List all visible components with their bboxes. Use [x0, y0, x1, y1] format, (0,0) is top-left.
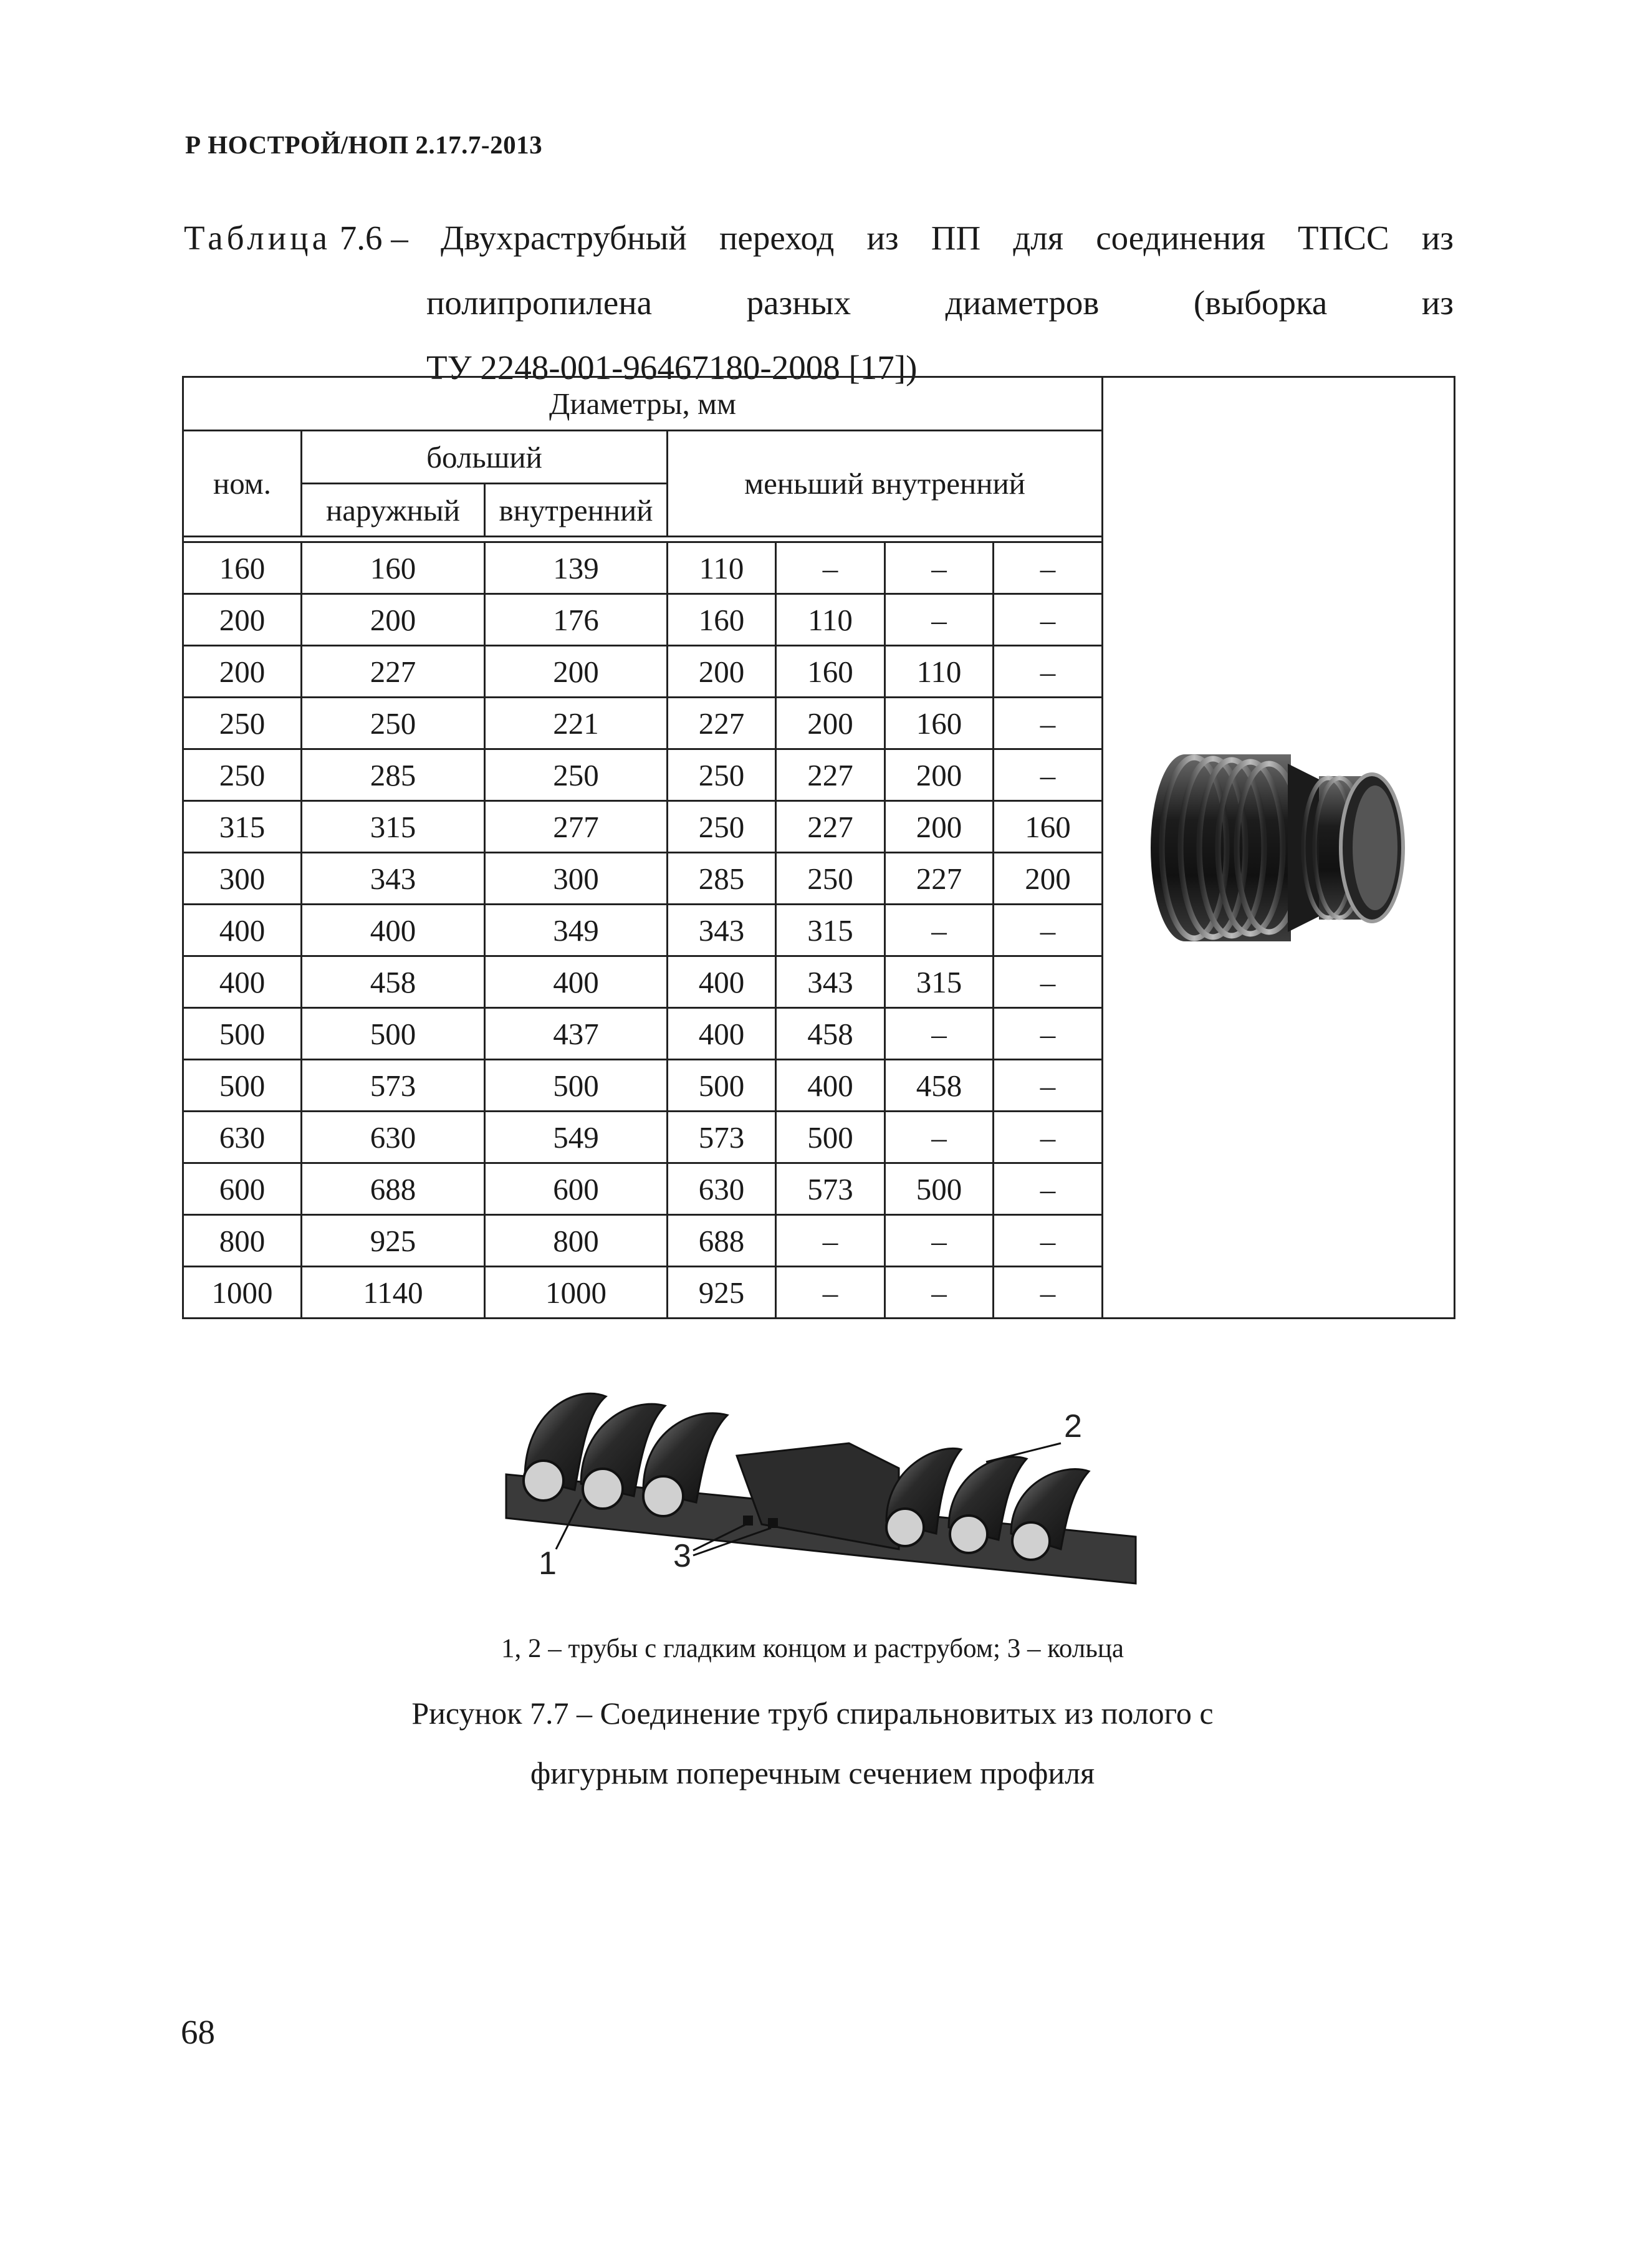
figure-legend: 1, 2 – трубы с гладким концом и раструбом; 3 – кольца — [501, 1634, 1124, 1663]
table-cell: 500 — [776, 1112, 885, 1163]
table-cell: 300 — [485, 853, 668, 905]
table-cell: 500 — [183, 1060, 302, 1112]
table-cell: 250 — [668, 801, 776, 853]
table-cell: – — [994, 594, 1103, 646]
table-cell: 600 — [485, 1163, 668, 1215]
figure-title — [0, 1683, 1625, 1803]
table-cell: 688 — [668, 1215, 776, 1267]
caption-word: разных — [746, 284, 851, 322]
table-cell: 400 — [668, 1008, 776, 1060]
table-cell: – — [994, 1163, 1103, 1215]
table-cell: 200 — [302, 594, 485, 646]
col-header-nominal: ном. — [183, 431, 302, 537]
table-cell: 250 — [776, 853, 885, 905]
caption-word: из — [1421, 284, 1454, 322]
table-cell: 458 — [776, 1008, 885, 1060]
figure-title-line-1: Рисунок 7.7 – Соединение труб спиральновитых из полого с — [411, 1696, 1214, 1731]
table-cell: 227 — [776, 749, 885, 801]
table-cell: 400 — [485, 956, 668, 1008]
table-cell: 400 — [668, 956, 776, 1008]
table-cell: 500 — [885, 1163, 994, 1215]
table-cell: 1140 — [302, 1267, 485, 1319]
table-cell: 500 — [302, 1008, 485, 1060]
caption-word: из — [1421, 219, 1454, 257]
table-cell: – — [994, 1060, 1103, 1112]
caption-word: ТПСС — [1298, 219, 1389, 257]
table-cell: 160 — [776, 646, 885, 698]
table-cell: 500 — [183, 1008, 302, 1060]
caption-line-3: ТУ 2248-001-96467180-2008 [17]) — [426, 348, 918, 387]
spiral-pipe-joint-figure — [500, 1368, 1142, 1593]
table-cell: – — [994, 1112, 1103, 1163]
table-cell: 630 — [183, 1112, 302, 1163]
table-cell: 458 — [885, 1060, 994, 1112]
table-cell: 160 — [668, 594, 776, 646]
table-cell: – — [994, 956, 1103, 1008]
table-cell: – — [885, 905, 994, 956]
table-cell: 110 — [885, 646, 994, 698]
figure-title-line-2: фигурным поперечным сечением профиля — [530, 1756, 1095, 1790]
table-cell: 200 — [885, 801, 994, 853]
table-cell: 573 — [302, 1060, 485, 1112]
table-cell: 315 — [302, 801, 485, 853]
table-cell: 221 — [485, 698, 668, 749]
col-header-smaller-inner: меньший внутренний — [668, 431, 1103, 537]
table-cell: 500 — [485, 1060, 668, 1112]
table-cell: – — [994, 698, 1103, 749]
table-cell: 250 — [668, 749, 776, 801]
table-cell: 200 — [485, 646, 668, 698]
table-cell: 139 — [485, 542, 668, 594]
table-cell: 200 — [183, 646, 302, 698]
table-cell: 250 — [302, 698, 485, 749]
table-cell: 160 — [885, 698, 994, 749]
table-cell: 315 — [776, 905, 885, 956]
table-cell: 800 — [485, 1215, 668, 1267]
header-separator — [183, 537, 1103, 542]
table-cell: 315 — [885, 956, 994, 1008]
double-socket-adapter-image — [1141, 745, 1416, 951]
col-header-outer: наружный — [302, 484, 485, 537]
col-header-inner: внутренний — [485, 484, 668, 537]
table-cell: 200 — [994, 853, 1103, 905]
caption-word: соединения — [1096, 219, 1265, 257]
caption-word: (выборка — [1193, 284, 1328, 322]
table-cell: 600 — [183, 1163, 302, 1215]
table-cell: – — [885, 1267, 994, 1319]
table-cell: 343 — [668, 905, 776, 956]
table-cell: 925 — [668, 1267, 776, 1319]
table-cell: 400 — [183, 956, 302, 1008]
table-cell: – — [885, 1008, 994, 1060]
table-cell: 176 — [485, 594, 668, 646]
caption-word: переход — [719, 219, 835, 257]
table-cell: 549 — [485, 1112, 668, 1163]
table-cell: 1000 — [485, 1267, 668, 1319]
table-cell: 160 — [183, 542, 302, 594]
table-cell: 110 — [776, 594, 885, 646]
table-cell: 227 — [302, 646, 485, 698]
table-cell: 227 — [668, 698, 776, 749]
table-cell: – — [776, 542, 885, 594]
adapter-photo-cell — [1103, 377, 1455, 1319]
table-cell: – — [885, 594, 994, 646]
col-header-larger: больший — [302, 431, 668, 484]
table-cell: 285 — [668, 853, 776, 905]
table-cell: 343 — [302, 853, 485, 905]
caption-word: полипропилена — [426, 284, 653, 322]
table-cell: 160 — [302, 542, 485, 594]
table-cell: 227 — [776, 801, 885, 853]
table-cell: 285 — [302, 749, 485, 801]
table-cell: 573 — [668, 1112, 776, 1163]
table-cell: 437 — [485, 1008, 668, 1060]
table-cell: – — [994, 1267, 1103, 1319]
table-cell: 250 — [183, 698, 302, 749]
caption-word: из — [866, 219, 899, 257]
table-cell: – — [885, 1112, 994, 1163]
table-cell: 300 — [183, 853, 302, 905]
table-cell: 630 — [668, 1163, 776, 1215]
caption-word: ПП — [931, 219, 981, 257]
table-cell: – — [994, 542, 1103, 594]
group-header-diameters: Диаметры, мм — [183, 377, 1103, 431]
table-cell: 343 — [776, 956, 885, 1008]
page-number: 68 — [181, 2013, 215, 2051]
table-cell: 110 — [668, 542, 776, 594]
table-cell: 200 — [885, 749, 994, 801]
table-cell: 200 — [183, 594, 302, 646]
table-cell: 400 — [183, 905, 302, 956]
table-cell: 277 — [485, 801, 668, 853]
table-cell: – — [885, 1215, 994, 1267]
table-cell: – — [994, 905, 1103, 956]
table-cell: 458 — [302, 956, 485, 1008]
callout-3: 3 — [673, 1538, 691, 1574]
table-cell: 800 — [183, 1215, 302, 1267]
table-cell: 400 — [302, 905, 485, 956]
table-cell: – — [776, 1267, 885, 1319]
table-cell: 630 — [302, 1112, 485, 1163]
table-cell: 349 — [485, 905, 668, 956]
table-cell: – — [994, 1008, 1103, 1060]
table-caption — [184, 206, 1454, 400]
table-cell: 200 — [776, 698, 885, 749]
table-cell: 250 — [485, 749, 668, 801]
table-cell: 200 — [668, 646, 776, 698]
diameters-table — [182, 376, 1455, 1319]
document-code-header: Р НОСТРОЙ/НОП 2.17.7-2013 — [185, 130, 543, 159]
table-cell: 688 — [302, 1163, 485, 1215]
table-cell: – — [994, 646, 1103, 698]
table-cell: 573 — [776, 1163, 885, 1215]
caption-line-2 — [426, 271, 1454, 335]
table-cell: – — [994, 749, 1103, 801]
table-cell: 925 — [302, 1215, 485, 1267]
caption-word: диаметров — [945, 284, 1100, 322]
caption-word: для — [1013, 219, 1064, 257]
caption-line-1 — [184, 206, 1454, 271]
table-cell: 160 — [994, 801, 1103, 853]
caption-word: Двухраструбный — [440, 219, 687, 257]
table-cell: 500 — [668, 1060, 776, 1112]
table-cell: 250 — [183, 749, 302, 801]
caption-label: Таблица 7.6 – — [184, 219, 408, 257]
table-cell: 227 — [885, 853, 994, 905]
table-cell: – — [776, 1215, 885, 1267]
table-cell: 1000 — [183, 1267, 302, 1319]
callout-2: 2 — [1064, 1408, 1082, 1444]
callout-1: 1 — [539, 1545, 557, 1582]
table-cell: – — [885, 542, 994, 594]
table-cell: – — [994, 1215, 1103, 1267]
table-cell: 400 — [776, 1060, 885, 1112]
table-cell: 315 — [183, 801, 302, 853]
